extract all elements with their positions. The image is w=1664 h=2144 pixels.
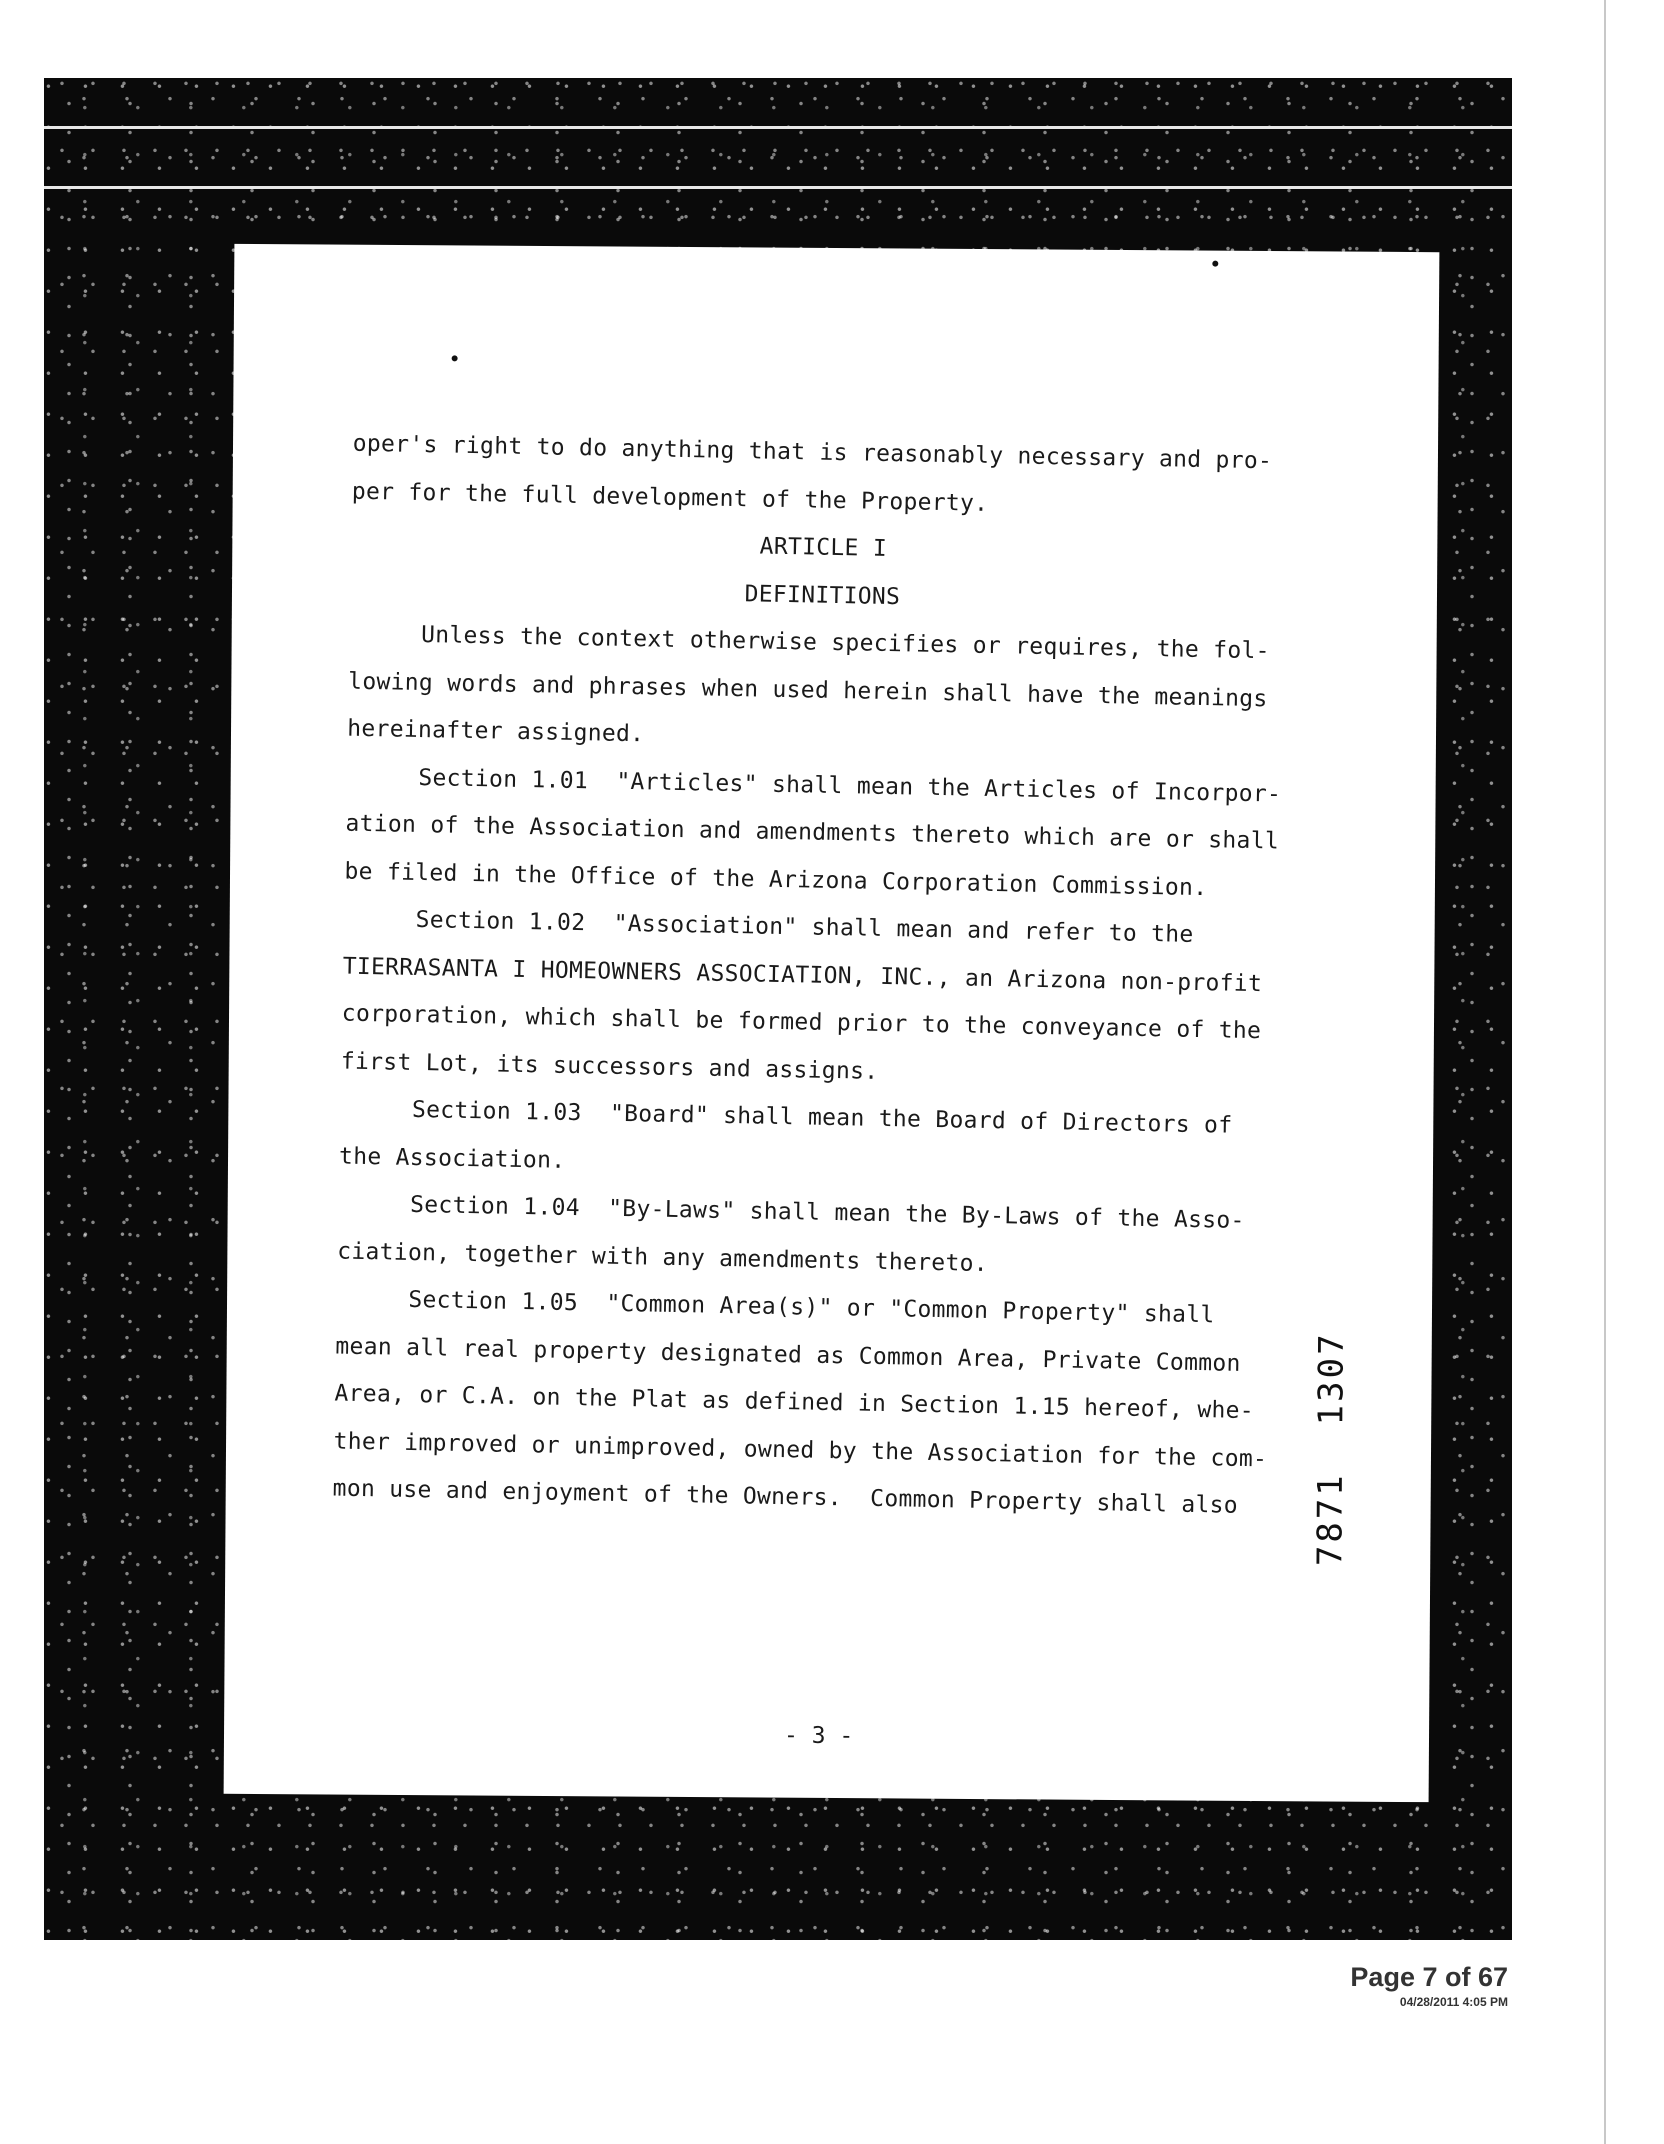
intro-line: hereinafter assigned. [347,715,645,748]
section-1-05-line: Section 1.05 "Common Area(s)" or "Common Property" shall [408,1286,1215,1329]
scan-background [44,78,1512,1940]
scan-artifact-line [44,186,1512,189]
section-1-01-line: be filed in the Office of the Arizona Corporation Commission. [344,858,1208,901]
article-heading: ARTICLE I [759,533,888,562]
page-counter: Page 7 of 67 [1350,1962,1508,1992]
section-1-05-line: ther improved or unimproved, owned by the Association for the com- [333,1427,1268,1472]
section-1-05-line: mean all real property designated as Common Area, Private Common [335,1332,1241,1377]
article-title: DEFINITIONS [744,580,901,610]
speck [1212,261,1218,267]
scanner-edge-line [1604,0,1606,2144]
section-1-02-line: Section 1.02 "Association" shall mean and refer to the [415,906,1194,948]
section-1-04-line: ciation, together with any amendments thereto. [337,1237,989,1277]
page-footer [1350,1962,1508,2009]
section-1-02-line: first Lot, its successors and assigns. [340,1048,879,1085]
section-1-05-line: mon use and enjoyment of the Owners. Common Property shall also [332,1475,1239,1519]
scan-artifact-line [44,126,1512,129]
text-line: oper's right to do anything that is reasonably necessary and pro- [352,430,1273,475]
section-1-01-line: ation of the Association and amendments thereto which are or shall [345,810,1280,855]
page-body-text [332,421,1298,1531]
print-timestamp: 04/28/2011 4:05 PM [1399,1995,1508,2009]
section-1-02-line: TIERRASANTA I HOMEOWNERS ASSOCIATION, INC., an Arizona non-profit [342,953,1263,997]
section-1-02-line: corporation, which shall be formed prior to the conveyance of the [341,1000,1262,1045]
intro-line: Unless the context otherwise specifies or requires, the fol- [420,621,1271,665]
section-1-04-line: Section 1.04 "By-Laws" shall mean the By-Laws of the Asso- [409,1191,1245,1234]
text-line: per for the full development of the Property. [351,478,989,517]
recording-stamp: 7871 1307 [1310,1331,1352,1567]
section-1-03-line: Section 1.03 "Board" shall mean the Board of Directors of [411,1096,1233,1139]
section-1-01-line: Section 1.01 "Articles" shall mean the Articles of Incorpor- [418,764,1282,808]
section-1-03-line: the Association. [338,1143,566,1174]
scanned-document-page [224,244,1440,1802]
speck [452,355,458,361]
page-number: - 3 - [783,1722,854,1750]
section-1-05-line: Area, or C.A. on the Plat as defined in Section 1.15 hereof, whe- [334,1380,1255,1425]
intro-line: lowing words and phrases when used herein shall have the meanings [347,668,1268,712]
